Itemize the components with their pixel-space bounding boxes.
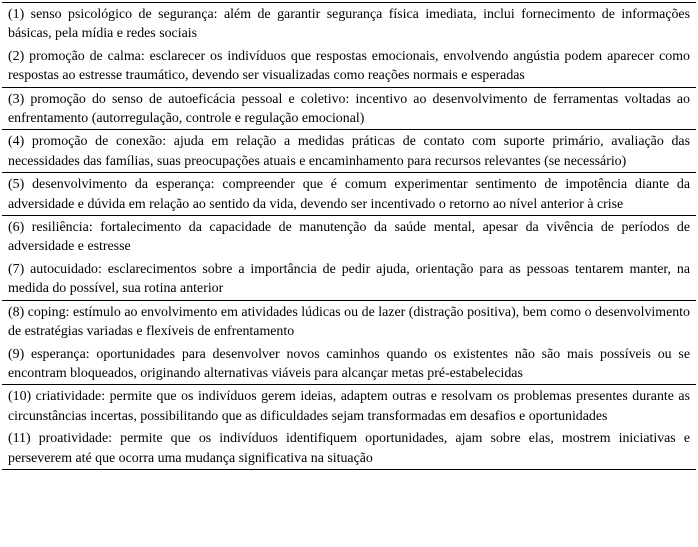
table-row-3: (3) promoção do senso de autoeficácia pessoal e coletivo: incentivo ao desenvolvimento de ferramentas voltadas ao enfrentamento (autorregulação, controle e regulação emocional)	[2, 87, 696, 130]
table-row-6: (6) resiliência: fortalecimento da capacidade de manutenção da saúde mental, apesar da vivência de períodos de adversidade e estresse	[2, 215, 696, 258]
table-row-5: (5) desenvolvimento da esperança: compreender que é comum experimentar sentimento de impotência diante da adversidade e dúvida em relação ao sentido da vida, devendo ser incentivado o retorno ao nível anterior à crise	[2, 172, 696, 215]
table-row-8: (8) coping: estímulo ao envolvimento em atividades lúdicas ou de lazer (distração positiva), bem como o desenvolvimento de estratégias variadas e flexíveis de enfrentamento	[2, 300, 696, 343]
table-row-7: (7) autocuidado: esclarecimentos sobre a importância de pedir ajuda, orientação para as pessoas tentarem manter, na medida do possível, sua rotina anterior	[8, 261, 690, 297]
table-row-10: (10) criatividade: permite que os indivíduos gerem ideias, adaptem outras e resolvam os problemas presentes durante as circunstâncias incertas, possibilitando que as dificuldades sejam transformadas em desafios e oportunidades	[2, 384, 696, 427]
intervention-table	[2, 2, 696, 470]
table-row-11: (11) proatividade: permite que os indivíduos identifiquem oportunidades, ajam sobre elas, mostrem iniciativas e perseverem até que ocorra uma mudança significativa na situação	[8, 431, 690, 466]
table-row-4: (4) promoção de conexão: ajuda em relação a medidas práticas de contato com suporte primário, avaliação das necessidades das famílias, suas preocupações atuais e encaminhamento para recursos relevantes (se necessário)	[2, 129, 696, 172]
table-row-2: (2) promoção de calma: esclarecer os indivíduos que respostas emocionais, envolvendo angústia podem aparecer como respostas ao estresse traumático, devendo ser visualizadas como reações normais e esperadas	[8, 48, 690, 84]
table-row-9: (9) esperança: oportunidades para desenvolver novos caminhos quando os existentes não são mais possíveis ou se encontram bloqueados, originando alternativas viáveis para alcançar metas pré-estabelecidas	[8, 346, 690, 381]
table-row-1: (1) senso psicológico de segurança: além de garantir segurança física imediata, inclui fornecimento de informações básicas, pela mídia e redes sociais	[8, 7, 690, 42]
